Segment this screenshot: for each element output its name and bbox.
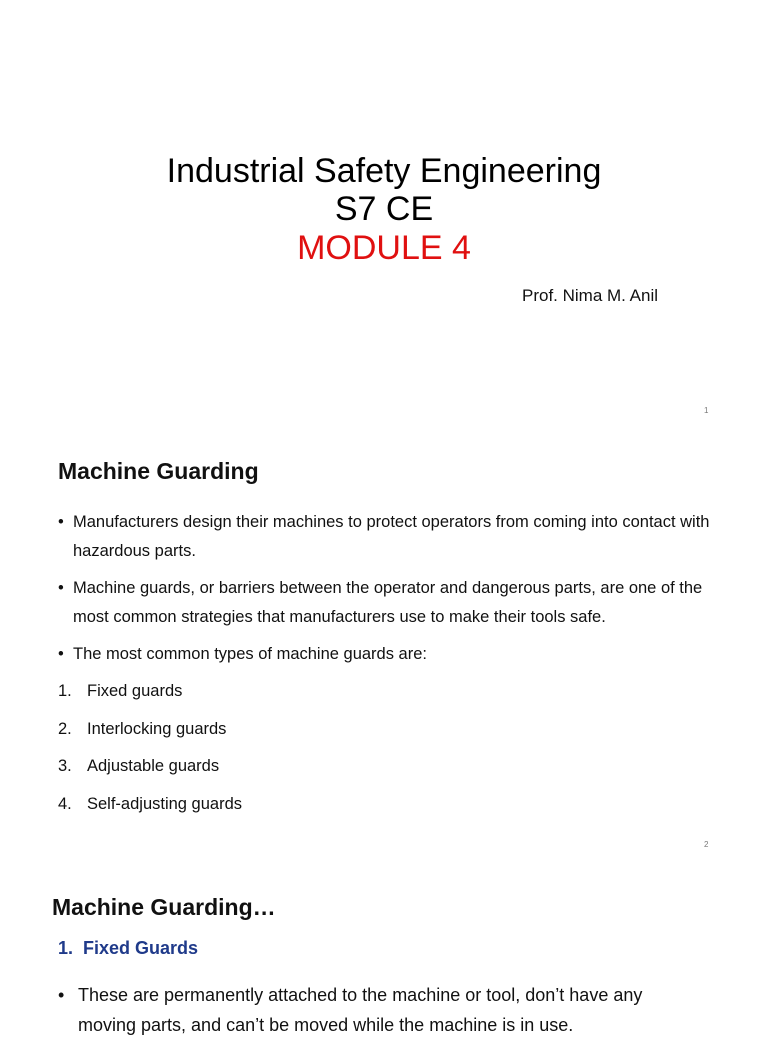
title-slide	[0, 0, 768, 430]
numbered-item	[58, 677, 738, 706]
bullet-item	[58, 980, 738, 1040]
bullet-icon: •	[58, 645, 64, 663]
item-number: 2.	[58, 719, 72, 738]
item-label: Interlocking guards	[87, 719, 227, 738]
bullet-text-line: These are permanently attached to the machine or tool, don’t have any	[78, 985, 643, 1005]
numbered-item	[58, 752, 738, 781]
bullet-icon: •	[58, 985, 65, 1005]
item-number: 3.	[58, 757, 72, 775]
content-slide-fixed-guards	[0, 860, 768, 1035]
item-label: Adjustable guards	[87, 757, 220, 775]
course-code: S7 CE	[334, 190, 434, 228]
item-label: Self-adjusting guards	[87, 794, 243, 813]
bullet-icon: •	[58, 579, 64, 597]
page-number: 2	[704, 840, 709, 849]
item-number: 4.	[58, 794, 72, 813]
title-block	[0, 152, 768, 268]
slide-title: Machine Guarding	[58, 458, 259, 484]
slide-title: Machine Guarding…	[52, 894, 276, 920]
numbered-item	[58, 790, 738, 819]
bullet-icon: •	[58, 513, 64, 531]
subheading	[58, 938, 198, 959]
bullet-text-line: moving parts, and can’t be moved while the machine is in use.	[78, 1015, 574, 1035]
bullet-item	[58, 574, 738, 632]
bullet-item	[58, 640, 738, 669]
module-label: MODULE 4	[297, 229, 471, 267]
item-number: 1.	[58, 682, 72, 700]
course-title: Industrial Safety Engineering	[166, 152, 602, 190]
page-number: 1	[704, 406, 709, 415]
subheading-number: 1.	[58, 938, 74, 958]
bullet-list	[58, 980, 738, 1040]
item-label: Fixed guards	[87, 682, 183, 700]
content-slide-machine-guarding	[0, 430, 768, 860]
author-name: Prof. Nima M. Anil	[522, 286, 659, 305]
subheading-text: Fixed Guards	[83, 938, 199, 958]
bullet-text: Manufacturers design their machines to protect operators from coming into contact with hazardous parts.	[73, 513, 710, 560]
bullet-list	[58, 508, 738, 827]
bullet-text: The most common types of machine guards are:	[73, 645, 427, 663]
bullet-text: Machine guards, or barriers between the operator and dangerous parts, are one of the most common strategies that manufacturers use to make their tools safe.	[73, 579, 703, 626]
bullet-item	[58, 508, 738, 566]
numbered-item	[58, 715, 738, 744]
